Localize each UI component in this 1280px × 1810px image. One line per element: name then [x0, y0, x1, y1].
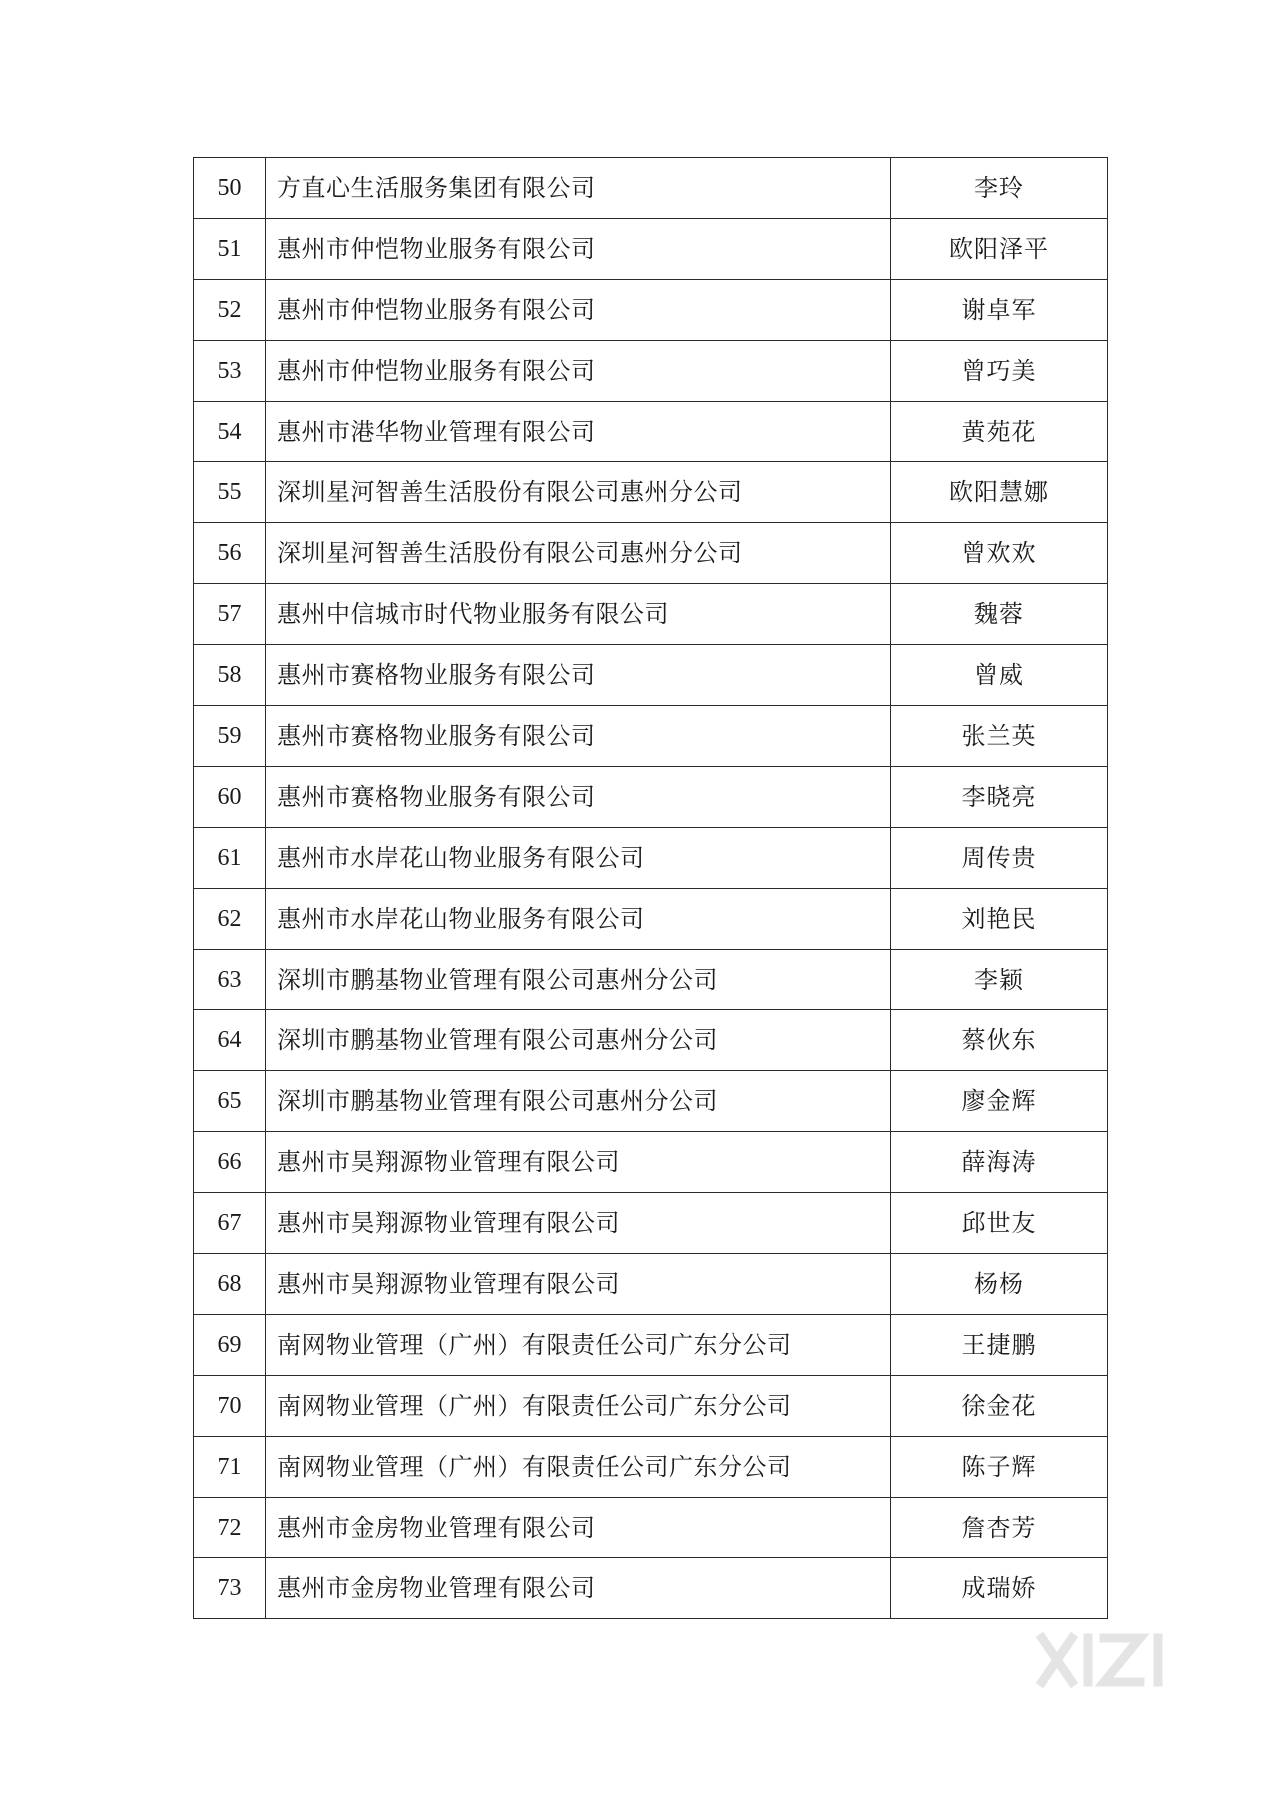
company-name-cell: 惠州中信城市时代物业服务有限公司 [266, 584, 891, 645]
person-name-cell: 欧阳泽平 [891, 218, 1108, 279]
person-name-cell: 曾威 [891, 645, 1108, 706]
person-name-cell: 蔡伙东 [891, 1010, 1108, 1071]
row-number-cell: 58 [194, 645, 266, 706]
company-name-cell: 方直心生活服务集团有限公司 [266, 158, 891, 219]
table-row [194, 888, 1108, 949]
person-name-cell: 杨杨 [891, 1254, 1108, 1315]
roster-table-body [194, 158, 1108, 1619]
company-name-cell: 南网物业管理（广州）有限责任公司广东分公司 [266, 1314, 891, 1375]
row-number-cell: 57 [194, 584, 266, 645]
table-row [194, 766, 1108, 827]
row-number-cell: 64 [194, 1010, 266, 1071]
table-row [194, 1497, 1108, 1558]
person-name-cell: 曾欢欢 [891, 523, 1108, 584]
person-name-cell: 陈子辉 [891, 1436, 1108, 1497]
row-number-cell: 54 [194, 401, 266, 462]
table-row [194, 1071, 1108, 1132]
company-name-cell: 深圳星河智善生活股份有限公司惠州分公司 [266, 523, 891, 584]
table-row [194, 1254, 1108, 1315]
row-number-cell: 69 [194, 1314, 266, 1375]
company-name-cell: 深圳市鹏基物业管理有限公司惠州分公司 [266, 949, 891, 1010]
person-name-cell: 李晓亮 [891, 766, 1108, 827]
table-row [194, 401, 1108, 462]
table-row [194, 279, 1108, 340]
table-row [194, 1132, 1108, 1193]
person-name-cell: 薛海涛 [891, 1132, 1108, 1193]
table-row [194, 1010, 1108, 1071]
xizi-watermark-logo [1036, 1632, 1192, 1688]
table-row [194, 706, 1108, 767]
table-row [194, 1314, 1108, 1375]
row-number-cell: 60 [194, 766, 266, 827]
company-name-cell: 惠州市仲恺物业服务有限公司 [266, 340, 891, 401]
row-number-cell: 66 [194, 1132, 266, 1193]
company-name-cell: 惠州市昊翔源物业管理有限公司 [266, 1132, 891, 1193]
person-name-cell: 徐金花 [891, 1375, 1108, 1436]
company-name-cell: 惠州市水岸花山物业服务有限公司 [266, 827, 891, 888]
table-row [194, 949, 1108, 1010]
row-number-cell: 68 [194, 1254, 266, 1315]
company-name-cell: 深圳市鹏基物业管理有限公司惠州分公司 [266, 1071, 891, 1132]
table-row [194, 523, 1108, 584]
table-row [194, 1375, 1108, 1436]
row-number-cell: 59 [194, 706, 266, 767]
table-row [194, 645, 1108, 706]
person-name-cell: 张兰英 [891, 706, 1108, 767]
person-name-cell: 李玲 [891, 158, 1108, 219]
company-name-cell: 惠州市金房物业管理有限公司 [266, 1497, 891, 1558]
person-name-cell: 曾巧美 [891, 340, 1108, 401]
row-number-cell: 52 [194, 279, 266, 340]
table-row [194, 584, 1108, 645]
company-name-cell: 深圳星河智善生活股份有限公司惠州分公司 [266, 462, 891, 523]
person-name-cell: 欧阳慧娜 [891, 462, 1108, 523]
company-name-cell: 南网物业管理（广州）有限责任公司广东分公司 [266, 1436, 891, 1497]
company-name-cell: 惠州市赛格物业服务有限公司 [266, 645, 891, 706]
roster-table [193, 157, 1108, 1619]
company-name-cell: 惠州市昊翔源物业管理有限公司 [266, 1254, 891, 1315]
row-number-cell: 55 [194, 462, 266, 523]
table-row [194, 1436, 1108, 1497]
company-name-cell: 南网物业管理（广州）有限责任公司广东分公司 [266, 1375, 891, 1436]
person-name-cell: 廖金辉 [891, 1071, 1108, 1132]
table-row [194, 1558, 1108, 1619]
row-number-cell: 53 [194, 340, 266, 401]
row-number-cell: 62 [194, 888, 266, 949]
company-name-cell: 惠州市金房物业管理有限公司 [266, 1558, 891, 1619]
table-row [194, 1193, 1108, 1254]
person-name-cell: 刘艳民 [891, 888, 1108, 949]
company-name-cell: 惠州市赛格物业服务有限公司 [266, 766, 891, 827]
row-number-cell: 61 [194, 827, 266, 888]
company-name-cell: 惠州市港华物业管理有限公司 [266, 401, 891, 462]
row-number-cell: 51 [194, 218, 266, 279]
company-name-cell: 惠州市仲恺物业服务有限公司 [266, 279, 891, 340]
person-name-cell: 魏蓉 [891, 584, 1108, 645]
person-name-cell: 邱世友 [891, 1193, 1108, 1254]
row-number-cell: 56 [194, 523, 266, 584]
row-number-cell: 71 [194, 1436, 266, 1497]
person-name-cell: 詹杏芳 [891, 1497, 1108, 1558]
person-name-cell: 谢卓军 [891, 279, 1108, 340]
person-name-cell: 李颖 [891, 949, 1108, 1010]
row-number-cell: 73 [194, 1558, 266, 1619]
row-number-cell: 72 [194, 1497, 266, 1558]
table-row [194, 462, 1108, 523]
person-name-cell: 成瑞娇 [891, 1558, 1108, 1619]
company-name-cell: 惠州市昊翔源物业管理有限公司 [266, 1193, 891, 1254]
table-row [194, 827, 1108, 888]
table-row [194, 218, 1108, 279]
person-name-cell: 周传贵 [891, 827, 1108, 888]
person-name-cell: 黄苑花 [891, 401, 1108, 462]
company-name-cell: 惠州市水岸花山物业服务有限公司 [266, 888, 891, 949]
row-number-cell: 70 [194, 1375, 266, 1436]
company-name-cell: 惠州市赛格物业服务有限公司 [266, 706, 891, 767]
row-number-cell: 67 [194, 1193, 266, 1254]
row-number-cell: 63 [194, 949, 266, 1010]
company-name-cell: 深圳市鹏基物业管理有限公司惠州分公司 [266, 1010, 891, 1071]
table-row [194, 158, 1108, 219]
row-number-cell: 50 [194, 158, 266, 219]
company-name-cell: 惠州市仲恺物业服务有限公司 [266, 218, 891, 279]
row-number-cell: 65 [194, 1071, 266, 1132]
person-name-cell: 王捷鹏 [891, 1314, 1108, 1375]
table-row [194, 340, 1108, 401]
